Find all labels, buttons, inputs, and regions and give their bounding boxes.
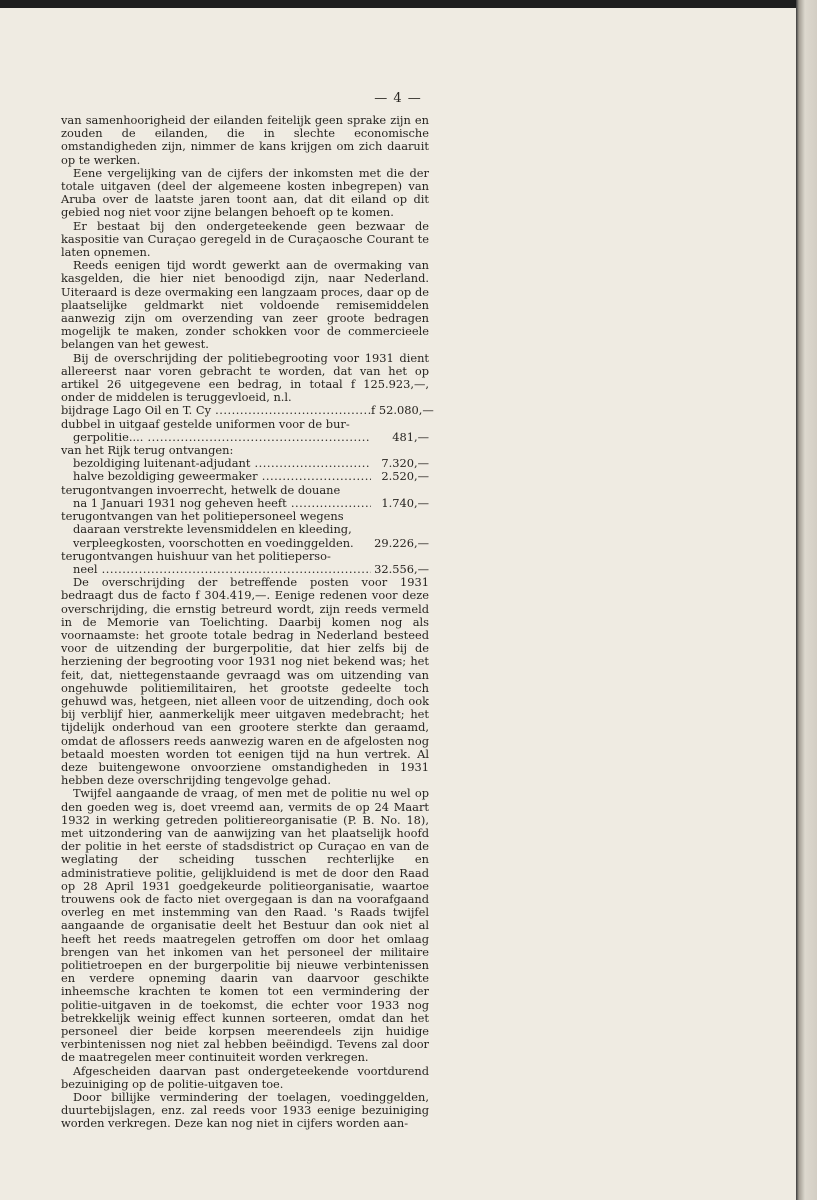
ledger-row — [61, 537, 429, 550]
ledger-line: terugontvangen huishuur van het politieperso- — [61, 548, 331, 563]
paragraph: De overschrijding der betreffende posten voor 1931 bedraagt dus de facto f 304.419,—. Eenige redenen voor deze overschrijding, die ernstig betreurd wordt, zijn reeds vermeld in de Memorie van Toelichting. Daarbij komen nog als voornaamste: het groote totale bedrag in Nederland besteed voor de uitzending der burgerpolitie, dat hier zelfs bij de herziening der begrooting voor 1931 nog niet bekend was; het feit, dat, niettegenstaande gevraagd was om uitzending van ongehuwde politiemilitairen, het grootste gedeelte toch gehuwd was, hetgeen, niet alleen voor de uitzending, doch ook bij verblijf hier, aanmerkelijk meer uitgaven medebracht; het tijdelijk onderhoud van een grootere sterkte dan geraamd, omdat de aflossers reeds aanwezig waren en de afgelosten nog betaald moesten worden tot eenigen tijd na hun vertrek. Al deze buitengewone onvoorziene omstandigheden in 1931 hebben deze overschrijding tengevolge gehad. — [61, 575, 429, 788]
page-number: — 4 — — [374, 91, 422, 106]
paragraph: Er bestaat bij den ondergeteekende geen bezwaar de kaspositie van Curaçao geregeld in de Curaçaosche Courant te laten opnemen. — [61, 218, 429, 260]
ledger-label: bezoldiging luitenant-adjudant ..... — [61, 457, 371, 470]
binding-edge — [796, 0, 817, 1200]
paragraph: Bij de overschrijding der politiebegrooting voor 1931 dient allereerst naar voren gebracht te worden, dat van het op artikel 26 uitgegevene een bedrag, in totaal f 125.923,—, onder de middelen is teruggevloeid, n.l. — [61, 350, 429, 405]
paragraph: Afgescheiden daarvan past ondergeteekende voortdurend bezuiniging op de politie-uitgaven toe. — [61, 1063, 429, 1091]
ledger-amount: 2.520,— — [381, 469, 429, 484]
ledger-label: halve bezoldiging geweermaker ..... — [61, 470, 371, 483]
ledger-label: neel ..... — [61, 563, 371, 576]
ledger-amount: 481,— — [392, 429, 429, 444]
ledger-row — [61, 457, 429, 470]
ledger-row — [61, 403, 434, 418]
ledger-line: terugontvangen invoerrecht, hetwelk de douane — [61, 482, 341, 497]
body-text — [61, 113, 434, 1131]
ledger-label: na 1 Januari 1931 nog geheven heeft ..... — [61, 497, 371, 510]
ledger-amount: 29.226,— — [374, 535, 429, 550]
ledger-label: gerpolitie.... ..... — [61, 431, 371, 444]
ledger-label: bijdrage Lago Oil en T. Cy ..... — [61, 404, 371, 417]
ledger-line: van het Rijk terug ontvangen: — [61, 443, 234, 458]
ledger-line: dubbel in uitgaaf gestelde uniformen voor de bur- — [61, 416, 350, 431]
paragraph: Reeds eenigen tijd wordt gewerkt aan de overmaking van kasgelden, die hier niet benoodigd zijn, naar Nederland. Uiteraard is deze overmaking een langzaam proces, daar op de plaatselijke geldmarkt niet voldoende remisemiddelen aanwezig zijn om overzending van zeer groote bedragen mogelijk te maken, zonder schokken voor de commercieele belangen van het gewest. — [61, 258, 429, 352]
ledger — [61, 403, 434, 576]
ledger-amount: 32.556,— — [374, 561, 429, 576]
paragraph: Twijfel aangaande de vraag, of men met de politie nu wel op den goeden weg is, doet vreemd aan, vermits de op 24 Maart 1932 in werking getreden politiereorganisatie (P. B. No. 18), met uitzondering van de aanwijzing van het plaatselijk hoofd der politie in het eerste of stadsdistrict op Curaçao en van de weglating der scheiding tusschen rechterlijke en administratieve politie, gelijkluidend is met de door den Raad op 28 April 1931 goedgekeurde politieorganisatie, waartoe trouwens ook de facto niet overgegaan is dan na voorafgaand overleg en met instemming van den Raad. 's Raads twijfel aangaande de organisatie deelt het Bestuur dan ook niet al heeft het reeds maatregelen getroffen om door het omlaag brengen van het inkomen van het personeel der militaire politietroepen en der burgerpolitie bij nieuwe verbintenissen en verdere opneming daarin van daarvoor geschikte inheemsche krachten te komen tot een vermindering der politie-uitgaven in de toekomst, die echter voor 1933 nog betrekkelijk weinig effect kunnen sorteeren, omdat dan het personeel dier beide korpsen meerendeels zijn huidige verbintenissen nog niet zal hebben beëindigd. Tevens zal door de maatregelen meer continuiteit worden verkregen. — [61, 786, 429, 1065]
ledger-amount: 1.740,— — [381, 495, 429, 510]
paragraph: van samenhoorigheid der eilanden feitelijk geen sprake zijn en zouden de eilanden, die in slechte economische omstandigheden zijn, nimmer de kans krijgen om zich daaruit op te werken. — [61, 113, 429, 167]
ledger-label: verpleegkosten, voorschotten en voedinggelden. — [73, 536, 354, 550]
ledger-line: terugontvangen van het politiepersoneel wegens — [61, 509, 344, 524]
paragraph: Eene vergelijking van de cijfers der inkomsten met die der totale uitgaven (deel der algemeene kosten inbegrepen) van Aruba over de laatste jaren toont aan, dat dit eiland op dit gebied nog niet voor zijne belangen behoeft op te komen. — [61, 165, 429, 220]
ledger-amount: 7.320,— — [381, 456, 429, 471]
document-page — [0, 8, 796, 1200]
ledger-row — [61, 470, 429, 483]
paragraph: Door billijke vermindering der toelagen, voedinggelden, duurtebijslagen, enz. zal reeds voor 1933 eenige bezuiniging worden verkregen. Deze kan nog niet in cijfers worden aan- — [61, 1090, 429, 1131]
ledger-amount: f 52.080,— — [371, 403, 434, 418]
ledger-line: daaraan verstrekte levensmiddelen en kleeding, — [73, 522, 352, 537]
